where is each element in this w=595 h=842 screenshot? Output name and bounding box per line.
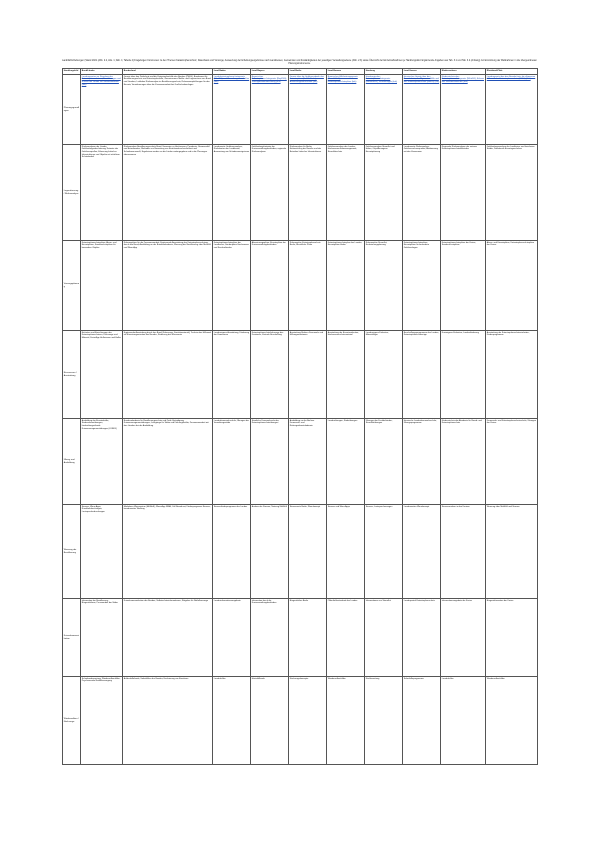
cell-text: Landesweites Warnkonzept (403, 505, 430, 508)
table-cell (365, 419, 403, 505)
table-cell (213, 75, 251, 145)
table-cell (251, 145, 289, 241)
cell-text: Rahmenpläne für die Zusammenarbeit; Ergänzende Ausstattung des Katastrophenschutzes durch den Bund; Ausbildung an der Bundesakademie; Warnung der Bevölkerung über MoWaS und Warn-App (123, 241, 211, 249)
cell-text: Schadensbewertung; Wiederaufbauhilfen; Psychosoziale Notfallversorgung (81, 677, 121, 683)
table-cell (81, 505, 123, 599)
cell-text: Bürgerinformation der Kreise (486, 599, 514, 602)
table-cell (365, 331, 403, 419)
row-header: Vorsorgeplanung (63, 241, 81, 331)
row-header: Krisenkommunikation (63, 599, 81, 677)
cell-text: Katastrophenschutzpläne der Kreise; Sonderschutzpläne (441, 241, 476, 247)
table-cell (123, 75, 213, 145)
table-cell (289, 145, 327, 241)
table-cell (123, 331, 213, 419)
table-cell (365, 241, 403, 331)
table-cell (81, 599, 123, 677)
table-cell (441, 145, 486, 241)
row-header: Lageerfassung / Risikoanalyse (63, 145, 81, 241)
table-cell (213, 505, 251, 599)
table-cell (123, 677, 213, 765)
cell-text: Ergänzende Ausstattung durch den Bund (Fahrzeuge, Sanitätsmaterial); Technisches Hilfswerk als Einsatzorganisation des Bundes; Förderung des Ehrenamts (123, 331, 212, 337)
table-cell (327, 505, 365, 599)
cell-text: Katastrophenschutzfahrzeuge des Freistaats; Zentrale Beschaffung (251, 331, 284, 337)
column-header: Land Bayern (251, 69, 289, 75)
table-cell (213, 599, 251, 677)
table-cell (327, 419, 365, 505)
cell-text: Übungen der Fachbehörden; Sturmflutübungen (365, 419, 393, 425)
table-cell (123, 145, 213, 241)
cell-text: Katastrophenschutzpläne; Alarm- und Einsatzpläne; Sonderschutzpläne für besondere Objekte (81, 241, 117, 249)
table-row (63, 677, 538, 765)
column-header: Bundesland (123, 69, 213, 75)
table-cell (289, 75, 327, 145)
table-cell (403, 505, 441, 599)
table-row (63, 75, 538, 145)
table-cell (251, 599, 289, 677)
cell-text: Wiederaufbauhilfen (486, 677, 505, 680)
table-cell (327, 677, 365, 765)
table-cell (441, 505, 486, 599)
table-row (63, 599, 538, 677)
table-cell (486, 599, 538, 677)
table-cell (486, 505, 538, 599)
table-cell (251, 677, 289, 765)
table-cell (213, 145, 251, 241)
table-cell (327, 599, 365, 677)
cell-text: Regionale Risikoanalysen der unteren Katastrophenschutzbehörden (441, 145, 477, 151)
cell-text: Sirenen; Lautsprecherwagen (365, 505, 393, 508)
table-cell (123, 505, 213, 599)
column-header: Niedersachsen (441, 69, 486, 75)
cell-link[interactable]: Landeskatastrophenschutzgesetz (LKatSG) und Verwaltungsvorschriften (link) (213, 75, 250, 83)
row-header: Übung und Ausbildung (63, 419, 81, 505)
cell-text: Gefährdungskataster der Kreisverwaltungsbehörden; regionale Risikoanalysen (251, 145, 287, 153)
cell-text: Risikoanalysen der Länder; Gefährdungsabschätzung; Kataster der Gefahrenquellen; Erfassung kritischer Infrastrukturen und Objekte mit erhöhtem Schutzbedarf (81, 145, 120, 159)
cell-text: Warnung über MoWaS und Sirenen (486, 505, 520, 508)
table-cell (486, 75, 538, 145)
table-cell (441, 75, 486, 145)
cell-text: Katastrophenschutzpläne der Landkreise; Sonderpläne Hochwasser und Kernkraftwerke (213, 241, 249, 249)
cell-text: Katastrophenschutzplan des Landes; Einsatzpläne Hafen (327, 241, 362, 247)
cell-text: Gefahrenanalyse Sturmflut und Hafen; Objektbezogene Einsatzplanung (365, 145, 395, 153)
column-header: Land Hessen (403, 69, 441, 75)
row-header: Planungsgrundlagen (63, 75, 81, 145)
table-cell (81, 241, 123, 331)
cell-text: Bürgertelefon Berlin (289, 599, 309, 602)
cell-text: Ausstattung der Einsatzeinheiten; Hochwasserschutzmaterial (327, 331, 359, 337)
table-cell (486, 145, 538, 241)
cell-text: Katastrophenschutzpläne; Einsatzpläne für besondere Gefahrenlagen (403, 241, 430, 249)
column-header: Bund/Länder (81, 69, 123, 75)
table-cell (123, 241, 213, 331)
cell-text: Aufbauhilfefonds; Soforthilfen des Bundes; Evaluierung von Einsätzen (123, 677, 189, 680)
table-cell (289, 505, 327, 599)
table-cell (289, 331, 327, 419)
table-cell (81, 75, 123, 145)
column-header: Land Bremen (327, 69, 365, 75)
cell-text: Gefährdungsanalyse der Landkreise und kreisfreien Städte; Datenbasis Einsatzgeschehen (486, 145, 535, 151)
cell-text: Landesweite Gefahrenanalyse; Risikokarten der Landkreise; Auswertung von Schadensereignissen (213, 145, 250, 153)
cell-text: Nachbereitung (365, 677, 380, 680)
cell-text: Landesweite Risikoanalyse; Gefahrenschwerpunkte; Abstimmung mit den Kommunen (403, 145, 438, 153)
column-header: Land Baden (213, 69, 251, 75)
cell-text: Sirenenausbau in den Kreisen (441, 505, 470, 508)
table-cell (441, 599, 486, 677)
row-header: Warnung der Bevölkerung (63, 505, 81, 599)
table-cell (213, 241, 251, 331)
cell-text: Sirenen und Warn-Apps (327, 505, 350, 508)
cell-text: Ausstattung Berliner Feuerwehr und Hilfsorganisationen (289, 331, 324, 337)
table-cell (441, 419, 486, 505)
column-header: Rheinland-Pfalz (486, 69, 538, 75)
table-cell (365, 505, 403, 599)
table-cell (213, 677, 251, 765)
cell-text: Niedersächsische Akademie für Brand- und Katastrophenschutz (441, 419, 482, 425)
cell-text: Ausbildung an der Berliner Feuerwehr- und Rettungsdienstakademie (289, 419, 315, 427)
cell-text: Landesinformationsangebote (213, 599, 241, 602)
cell-text: Ausstattung der Katastrophenschutzeinheiten; Förderprogramme (486, 331, 530, 337)
cell-text: Landesübungen; Stabsübungen (327, 419, 358, 422)
cell-text: Risikoanalyse Bevölkerungsschutz Bund; Szenarien zu Hochwasser, Pandemie, Stromausfall und Extremwetter; Methoden zur Bewertung von Eintrittswahrscheinlichkeit und Schadensausmaß; Ergebnisse werden an die Länder weitergegeben und in die Planungen übernommen (123, 145, 210, 156)
table-cell (403, 145, 441, 241)
table-cell (403, 331, 441, 419)
cell-text: Krisenkommunikation des Bundes; Selbstschutzinformationen; Ratgeber für Notfallvorsorge (123, 599, 209, 602)
row-header: Wiederaufbau / Nachsorge (63, 677, 81, 765)
table-cell (81, 419, 123, 505)
row-header: Ressourcen / Ausstattung (63, 331, 81, 419)
cell-text: Landeseigene Ausstattung; Förderung der Kommunen (213, 331, 250, 337)
measures-table (62, 68, 538, 765)
table-cell (327, 75, 365, 145)
cell-text: Beschaffungsprogramme des Landes; Katastrophenschutzzüge (403, 331, 439, 337)
cell-text: Landeshilfen (441, 677, 454, 680)
cell-text: Einheiten und Einrichtungen des Katastrophenschutzes; Fahrzeuge und Material; Freiwillige Helferinnen und Helfer (81, 331, 121, 339)
cell-link[interactable]: Bayerisches Katastrophenschutzgesetz (BayKSG); Vollzugsbekanntmachung (link) (251, 75, 287, 83)
table-row (63, 145, 538, 241)
table-cell (365, 599, 403, 677)
table-cell (289, 419, 327, 505)
cell-link[interactable]: Niedersächsisches Katastrophenschutzgesetz (NKatSG); Erlasse des Innenministeriums (link) (441, 75, 484, 83)
column-header: Hamburg (365, 69, 403, 75)
cell-text: Modulares Warnsystem (MoWaS); Warn-App NINA; Cell Broadcast; Förderprogramm Sirenen; bundesweiter Warntag (123, 505, 211, 511)
cell-text: Sirenen; Warn-Apps; Rundfunkdurchsagen; Lautsprecherdurchsagen (81, 505, 105, 513)
cell-text: Staatliche Feuerwehrschulen; Katastrophenschutzübungen (251, 419, 280, 425)
table-cell (403, 241, 441, 331)
table-row (63, 505, 538, 599)
table-cell (327, 241, 365, 331)
cell-text: Rahmenplan Katastrophenschutz Berlin; Bezirkliche Pläne (289, 241, 321, 247)
cell-text: Kreiseigene Einheiten; Landesförderung (441, 331, 479, 334)
column-header: Handlungsfeld (63, 69, 81, 75)
cell-text: Information durch die Kreisverwaltungsbehörden (251, 599, 277, 605)
cell-link[interactable]: Landesgesetz über den Brandschutz, die allgemeine Hilfe und den Katastrophenschutz (LBKG) (link) (486, 75, 536, 81)
cell-text: Risikoanalyse für Berlin; Einbeziehung der Bezirke und der Betreiber kritischer Infrastrukturen (289, 145, 322, 153)
cell-text: Alarm- und Einsatzpläne; Katastrophenschutzpläne der Kreise (486, 241, 535, 247)
table-cell (486, 331, 538, 419)
table-cell (486, 241, 538, 331)
table-cell (486, 677, 538, 765)
table-cell (365, 75, 403, 145)
table-cell (441, 331, 486, 419)
cell-text: Bundesakademie für Bevölkerungsschutz und Zivile Verteidigung; Krisenmanagementübungen; Lehrgänge für Stäbe und Führungskräfte; Zusammenarbeit mit den Ländern bei der Ausbildung (123, 419, 209, 427)
cell-text: Rahmenplan Sturmflut; Evakuierungsplanung (365, 241, 388, 247)
table-cell (213, 331, 251, 419)
table-cell (289, 241, 327, 331)
table-cell (251, 505, 289, 599)
table-cell (81, 677, 123, 765)
table-cell (251, 241, 289, 331)
table-cell (327, 331, 365, 419)
table-cell (441, 677, 486, 765)
cell-text: Feuerwehr- und Katastrophenschutzschule; Übungen der Kreise (486, 419, 537, 425)
cell-link[interactable]: Hamburgisches Katastrophenschutzgesetz (HmbKatSG); Verordnungen (link) (365, 75, 397, 83)
cell-text: Sirenennetz Berlin; Warnkonzept (289, 505, 321, 508)
cell-text: Informationsangebote der Kreise (441, 599, 472, 602)
cell-text: Öffentlichkeitsarbeit des Landes (327, 599, 358, 602)
cell-text: Sirenenförderprogramm des Landes (213, 505, 248, 508)
table-row (63, 241, 538, 331)
document-caption: Landtfall Erhebungen (Stand 2021 (Abb. 2.2, Abs. 1; Abb. 1; Tabelle 4) Fragebogen Kommunen zu den Themen Katastrophenschutz, Datenbasis und Vorsorge; Auswertung der Erhebungsergebnisse nach Landkreisen, Gemeinden und Zuständigkeiten der jeweiligen Verwaltungsebene (Abb. 2.3) sowie Übersicht der Einzelmaßnahmen je Handlungsfeld. Ergänzende Angaben aus Tab. 3.1 und Tab. 3.2 (Anhang) zur Einordnung der Maßnahmen in die übergeordneten Planungsinstrumente. (62, 60, 537, 66)
table-cell (251, 331, 289, 419)
cell-text: Hessische Landesfeuerwehrschule; Übungsprogramme (403, 419, 437, 425)
table-row (63, 419, 538, 505)
table-cell (365, 145, 403, 241)
cell-link[interactable]: Gesetz über die Gefahrenabwehr bei Katastrophen (KatSG Berlin); Ausführungsvorschriften (link) (289, 75, 324, 83)
column-header: Land Berlin (289, 69, 327, 75)
table-row (63, 331, 538, 419)
cell-text: Landesportal Katastrophenschutz (403, 599, 435, 602)
cell-text: Informationen zur Sturmflut (365, 599, 391, 602)
cell-text: Alarmierungspläne; Einsatzpläne der Kreisverwaltungsbehörden (251, 241, 286, 247)
table-cell (403, 419, 441, 505)
table-cell (289, 599, 327, 677)
table-cell (441, 241, 486, 331)
cell-text: Gesetz über den Zivilschutz und die Katastrophenhilfe des Bundes (ZSKG); Bundesamt für Bevölkerungsschutz und Katastrophenhilfe; Gemeinsames Melde- und Lagezentrum von Bund und Ländern; Leitfaden Risikoanalyse im Bevölkerungsschutz; Rahmenempfehlungen für den Einsatz; Vereinbarungen über die Zusammenarbeit bei Großschadenslagen (123, 75, 211, 86)
table-cell (403, 75, 441, 145)
table-cell (251, 75, 289, 145)
table-cell (81, 331, 123, 419)
table-cell (403, 599, 441, 677)
cell-text: Landeshilfen (213, 677, 226, 680)
table-cell (251, 419, 289, 505)
cell-text: Ausbau der Sirenen; Nutzung MoWaS (251, 505, 287, 508)
cell-link[interactable]: Bremisches Hilfeleistungsgesetz (BremHilfeG); Katastrophenschutzpläne (link) (327, 75, 358, 83)
table-cell (81, 145, 123, 241)
cell-link[interactable]: Landesgesetze zur Regelung des Katastrophenschutzes; Verordnungen und Erlasse der Länder zur Gefahrenabwehr (link) (81, 75, 121, 86)
cell-link[interactable]: Hessisches Gesetz über den Brandschutz, die Allgemeine Hilfe und den Katastrophenschutz (HBKG) (link) (403, 75, 440, 83)
cell-text: Härtefallfonds (251, 677, 265, 680)
cell-text: Landesfeuerwehrschule; Übungen der Verwaltungsstäbe (213, 419, 250, 425)
table-cell (486, 419, 538, 505)
cell-text: Gefahrenanalyse des Landes; Hochwasserrisikomanagement; Sturmflutschutz (327, 145, 357, 153)
table-cell (365, 677, 403, 765)
table-cell (123, 419, 213, 505)
cell-text: Information der Bevölkerung; Bürgertelefone; Pressearbeit der Stäbe (81, 599, 118, 605)
table-cell (403, 677, 441, 765)
cell-text: Nachsorgekonzepte (289, 677, 309, 680)
table-cell (289, 677, 327, 765)
table-cell (327, 145, 365, 241)
table-cell (213, 419, 251, 505)
cell-text: Wiederaufbauhilfen (327, 677, 346, 680)
cell-text: Ausbildung der Einsatzkräfte; Stabsrahmenübungen; länderübergreifende Krisenmanagementübungen (LÜKEX) (81, 419, 117, 430)
cell-text: Soforthilfeprogramme (403, 677, 424, 680)
table-cell (123, 599, 213, 677)
cell-text: Landeseigene Einheiten; Materiallager (365, 331, 389, 337)
